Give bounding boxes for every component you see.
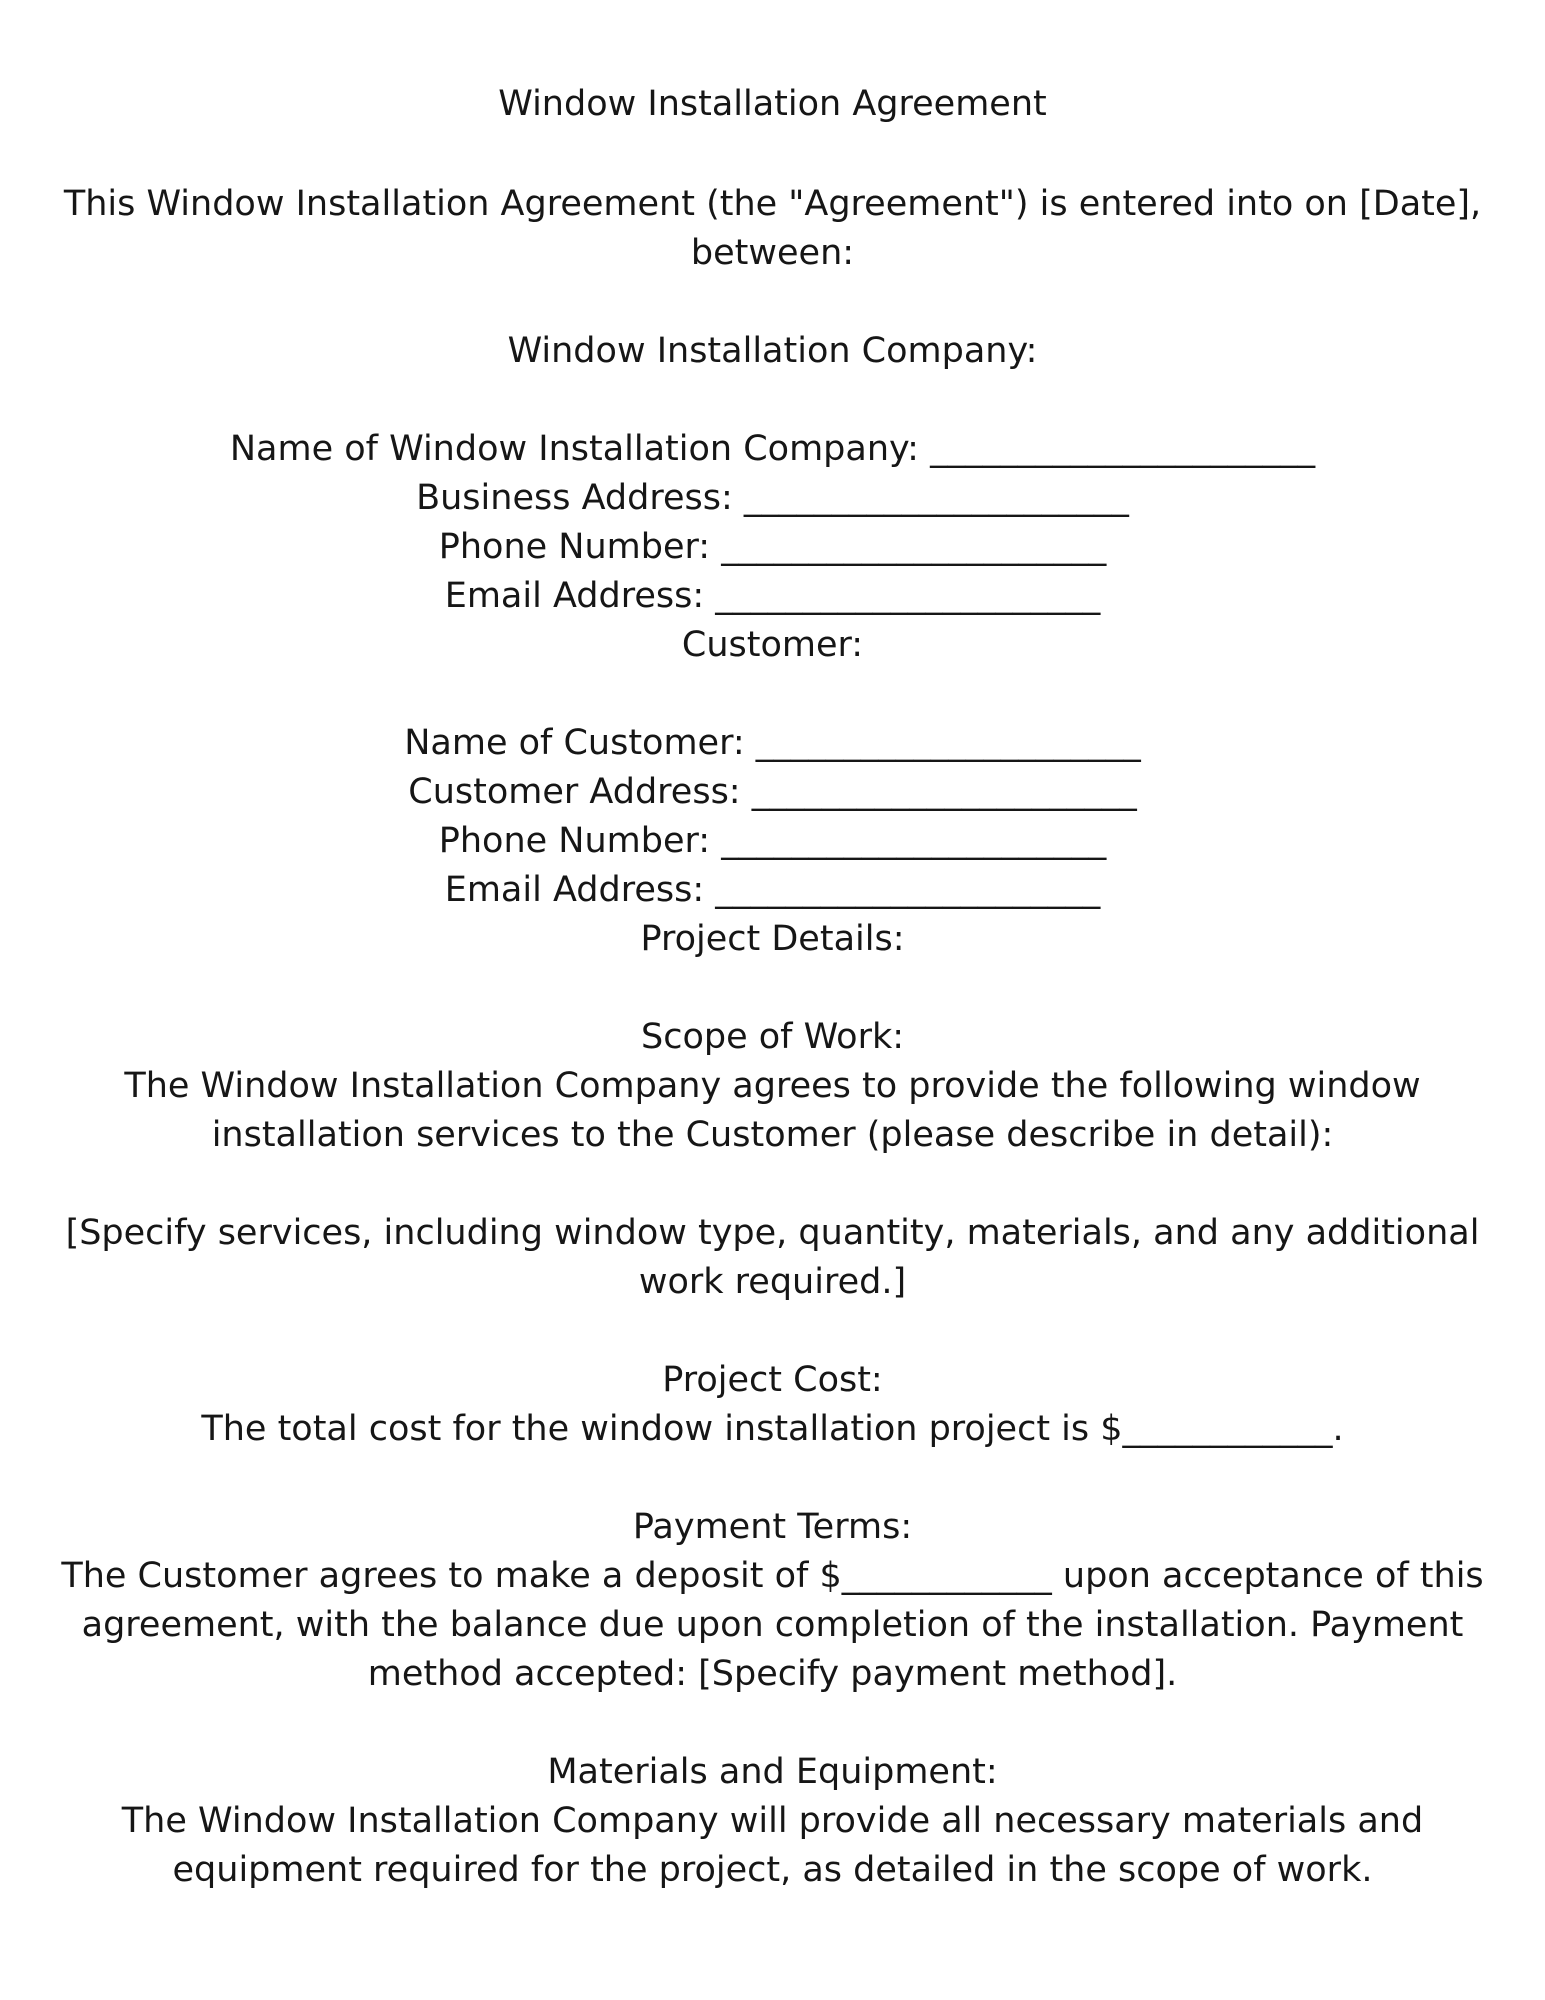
company-name-field: Name of Window Installation Company: ______________________ bbox=[229, 429, 1316, 469]
scope-placeholder-line-1: [Specify services, including window type, quantity, materials, and any additional bbox=[65, 1213, 1480, 1253]
materials-line-2: equipment required for the project, as detailed in the scope of work. bbox=[172, 1850, 1373, 1890]
materials-line-1: The Window Installation Company will provide all necessary materials and bbox=[121, 1801, 1424, 1841]
customer-heading: Customer: bbox=[681, 625, 864, 665]
customer-name-field: Name of Customer: ______________________ bbox=[404, 723, 1141, 763]
document-title: Window Installation Agreement bbox=[498, 84, 1047, 124]
company-email-field: Email Address: ______________________ bbox=[444, 576, 1101, 616]
scope-line-2: installation services to the Customer (please describe in detail): bbox=[211, 1115, 1334, 1155]
customer-address-field: Customer Address: ______________________ bbox=[408, 772, 1137, 812]
company-address-field: Business Address: ______________________ bbox=[416, 478, 1129, 518]
scope-line-1: The Window Installation Company agrees to provide the following window bbox=[124, 1066, 1421, 1106]
intro-line-1: This Window Installation Agreement (the "Agreement") is entered into on [Date], bbox=[63, 184, 1482, 224]
scope-heading: Scope of Work: bbox=[640, 1017, 905, 1057]
company-heading: Window Installation Company: bbox=[507, 331, 1038, 371]
project-details-heading: Project Details: bbox=[640, 919, 905, 959]
materials-heading: Materials and Equipment: bbox=[547, 1752, 998, 1792]
cost-heading: Project Cost: bbox=[662, 1360, 883, 1400]
company-phone-field: Phone Number: ______________________ bbox=[438, 527, 1107, 567]
payment-line-1: The Customer agrees to make a deposit of $____________ upon acceptance of this bbox=[61, 1556, 1484, 1596]
cost-line: The total cost for the window installation project is $____________. bbox=[201, 1409, 1344, 1449]
payment-line-2: agreement, with the balance due upon completion of the installation. Payment bbox=[81, 1605, 1464, 1645]
payment-line-3: method accepted: [Specify payment method]. bbox=[367, 1654, 1178, 1694]
scope-placeholder-line-2: work required.] bbox=[638, 1262, 907, 1302]
customer-phone-field: Phone Number: ______________________ bbox=[438, 821, 1107, 861]
intro-line-2: between: bbox=[690, 233, 855, 273]
payment-heading: Payment Terms: bbox=[632, 1507, 913, 1547]
customer-email-field: Email Address: ______________________ bbox=[444, 870, 1101, 910]
